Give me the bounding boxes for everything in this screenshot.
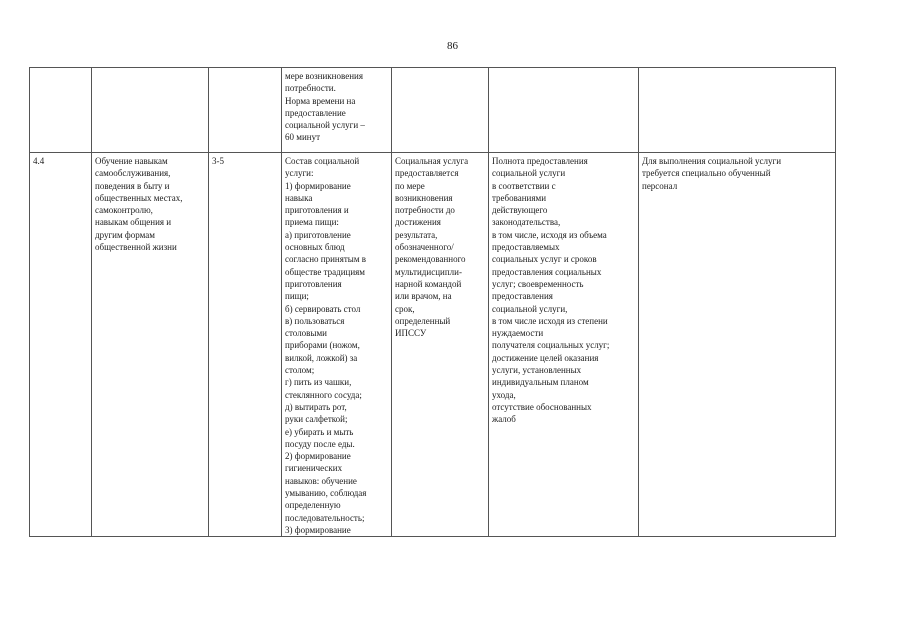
table-cell bbox=[282, 68, 392, 153]
row-number: 4.4 bbox=[30, 153, 92, 537]
continuation-text: мере возникновения потребности. Норма времени на предоставление социальной услуги – 60 минут bbox=[285, 71, 365, 143]
service-description: Состав социальной услуги: 1) формирование навыка приготовления и приема пищи: а) приготовление основных блюд согласно принятым в обществе традициям приготовления пищи; б) сервировать стол в) пользоваться столовыми приборами (ножом, вилкой, ложкой) за столом; г) пить из чашки, стеклянного сосуда; д) вытирать рот, руки салфеткой; е) убирать и мыть посуду после еды. 2) формирование гигиенических навыков: обучение умыванию, соблюдая определенную последовательность; 3) формирование bbox=[282, 153, 392, 537]
table-cell bbox=[489, 68, 639, 153]
table-cell bbox=[30, 68, 92, 153]
table-cell bbox=[639, 68, 836, 153]
table-row bbox=[30, 68, 836, 153]
services-table bbox=[29, 67, 836, 537]
service-name: Обучение навыкам самообслуживания, поведения в быту и общественных местах, самоконтролю, навыкам общения и другим формам общественной жизни bbox=[92, 153, 209, 537]
service-conditions: Для выполнения социальной услуги требуется специально обученный персонал bbox=[639, 153, 836, 537]
table-cell bbox=[209, 68, 282, 153]
page-number: 86 bbox=[447, 40, 458, 52]
service-term: 3-5 bbox=[209, 153, 282, 537]
table-cell bbox=[92, 68, 209, 153]
table-row bbox=[30, 153, 836, 537]
service-provision: Социальная услуга предоставляется по мере возникновения потребности до достижения результата, обозначенного/ рекомендованного мультидисципли- нарной командой или врачом, на срок, определенный ИПССУ bbox=[392, 153, 489, 537]
service-quality: Полнота предоставления социальной услуги в соответствии с требованиями действующего законодательства, в том числе, исходя из объема предоставляемых социальных услуг и сроков предоставления социальных услуг; своевременность предоставления социальной услуги, в том числе исходя из степени нуждаемости получателя социальных услуг; достижение целей оказания услуги, установленных индивидуальным планом ухода, отсутствие обоснованных жалоб bbox=[489, 153, 639, 537]
table-cell bbox=[392, 68, 489, 153]
